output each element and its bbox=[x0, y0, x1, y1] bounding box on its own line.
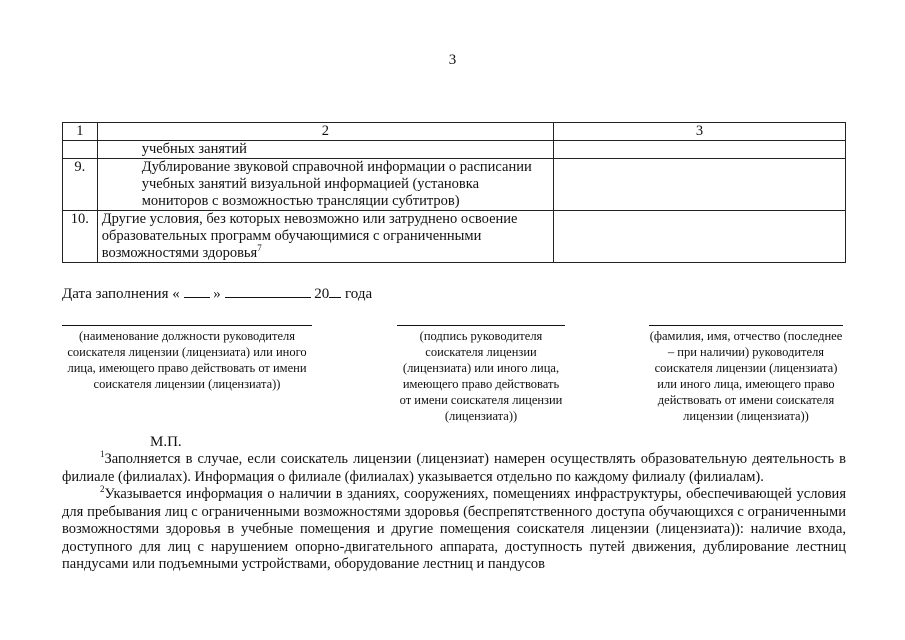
row-value bbox=[554, 159, 846, 211]
footnote bbox=[62, 451, 846, 486]
signature-caption: (подпись руководителя соискателя лицензии (лицензиата) или иного лица, имеющего право действовать от имени соискателя лицензии (лицензиата)) bbox=[399, 329, 563, 423]
table-row bbox=[63, 141, 846, 159]
row-number: 9. bbox=[63, 159, 98, 211]
signature-block-name bbox=[646, 325, 846, 424]
row-number bbox=[63, 141, 98, 159]
month-blank[interactable] bbox=[225, 283, 311, 298]
year-prefix: 20 bbox=[314, 286, 330, 302]
row-text-content: учебных занятий bbox=[141, 141, 247, 157]
requirements-table bbox=[62, 122, 846, 263]
footnote bbox=[62, 486, 846, 574]
fill-date-line bbox=[62, 283, 372, 303]
date-mid: » bbox=[213, 286, 221, 302]
table-header-cell: 1 bbox=[63, 123, 98, 141]
row-text bbox=[97, 159, 553, 211]
table-header-cell: 2 bbox=[97, 123, 553, 141]
row-number: 10. bbox=[63, 211, 98, 263]
date-prefix: Дата заполнения « bbox=[62, 286, 180, 302]
footnote-text: Заполняется в случае, если соискатель лицензии (лицензиат) намерен осуществлять образовательную деятельность в филиале (филиалах). Информация о филиале (филиалах) указывается отдельно по каждому филиалу (филиалам). bbox=[62, 451, 846, 485]
year-blank[interactable] bbox=[329, 283, 341, 298]
stamp-label: М.П. bbox=[150, 434, 182, 450]
footnote-text: Указывается информация о наличии в зданиях, сооружениях, помещениях инфраструктуры, обеспечивающей условия для пребывания лиц с ограниченными возможностями здоровья (беспрепятственного доступа обучающихся с ограниченными возможностями здоровья в учебные помещения и другие помещения соискателя лицензии (лицензиата)): наличие входа, доступного для лиц с нарушением опорно-двигательного аппарата, доступность путей движения, дублирование лестниц пандусами или подъемными устройствами, оборудование лестниц и пандусов bbox=[62, 486, 846, 572]
table-header-cell: 3 bbox=[554, 123, 846, 141]
signature-block-signature bbox=[396, 325, 566, 424]
day-blank[interactable] bbox=[184, 283, 210, 298]
footnotes bbox=[62, 451, 846, 574]
footnote-mark: 1 bbox=[100, 449, 105, 460]
signature-caption: (наименование должности руководителя соискателя лицензии (лицензиата) или иного лица, имеющего право действовать от имени соискателя лицензии (лицензиата)) bbox=[67, 329, 307, 391]
row-text bbox=[97, 211, 553, 263]
row-text-content: Дублирование звуковой справочной информации о расписании учебных занятий визуальной информацией (установка мониторов с возможностью трансляции субтитров) bbox=[141, 159, 532, 209]
signature-block-position bbox=[58, 325, 316, 392]
signature-rule bbox=[62, 325, 312, 326]
row-value bbox=[554, 141, 846, 159]
table-row bbox=[63, 211, 846, 263]
footnote-ref: 7 bbox=[257, 243, 262, 254]
table-row bbox=[63, 159, 846, 211]
table-header-row bbox=[63, 123, 846, 141]
page-number: 3 bbox=[448, 52, 457, 68]
signature-rule bbox=[397, 325, 565, 326]
signature-caption: (фамилия, имя, отчество (последнее – при наличии) руководителя соискателя лицензии (лицензиата) или иного лица, имеющего право действовать от имени соискателя лицензии (лицензиата)) bbox=[649, 329, 843, 423]
signature-rule bbox=[649, 325, 843, 326]
row-text bbox=[97, 141, 553, 159]
footnote-mark: 2 bbox=[100, 484, 105, 495]
date-suffix: года bbox=[345, 286, 373, 302]
row-text-content: Другие условия, без которых невозможно или затруднено освоение образовательных программ обучающимися с ограниченными возможностями здоровья bbox=[101, 211, 518, 261]
row-value bbox=[554, 211, 846, 263]
